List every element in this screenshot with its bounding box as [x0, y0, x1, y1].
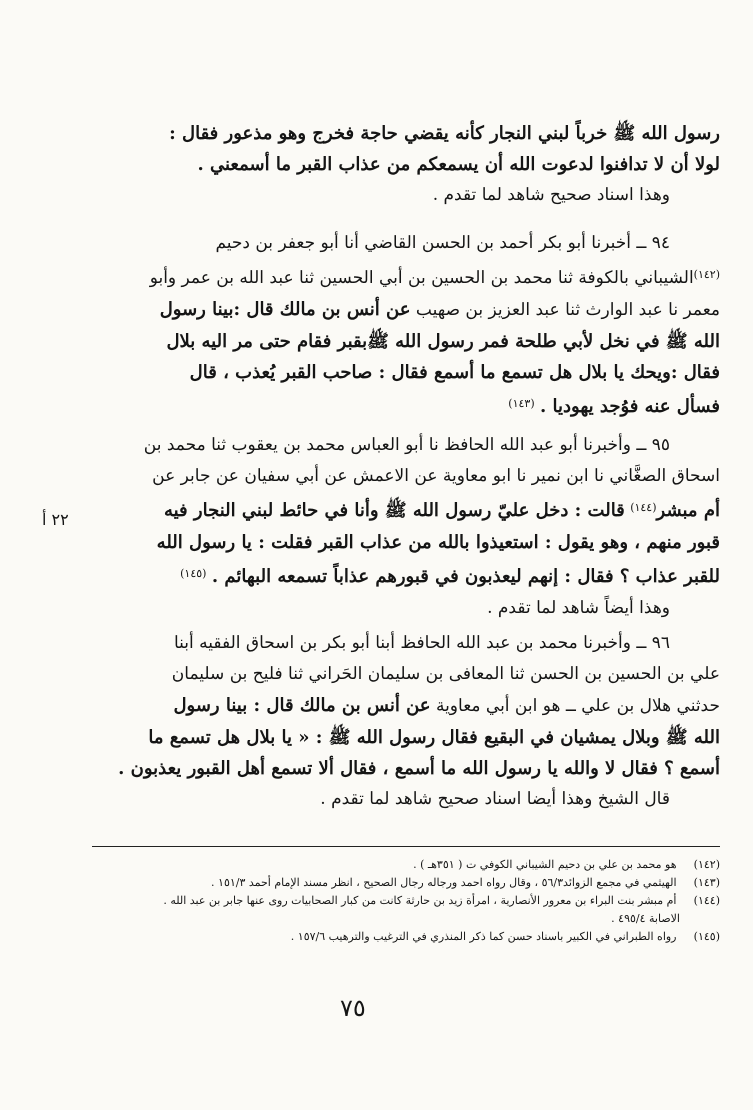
footnote-number: (١٤٢): [693, 858, 720, 871]
footnote-text: الهيثمي في مجمع الزوائد٥٦/٣ ، وقال رواه احمد ورجاله رجال الصحيح ، انظر مسند الإمام أحمد ١٥١/٣ .: [211, 876, 677, 889]
hadith-95-line-5: [92, 558, 720, 593]
hadith-95-line-3: [92, 492, 720, 527]
footnote-number: (١٤٤): [693, 894, 720, 907]
hadith-94-line-4: الله ﷺ في نخل لأبي طلحة فمر رسول الله ﷺبقبر فقام حتى مر اليه بلال: [166, 331, 720, 352]
hadith-number: ٩٥: [651, 435, 670, 455]
hadith-bold-text: قالت : دخل عليّ رسول الله ﷺ وأنا في حائط لبني النجار فيه: [163, 500, 625, 521]
footnotes: [92, 856, 720, 946]
page-number: ٧٥: [340, 994, 366, 1022]
footnote-ref[interactable]: (١٤٤): [630, 501, 657, 514]
footnote-divider: [92, 846, 720, 847]
hadith-number: ٩٤: [651, 233, 670, 253]
hadith-bold-text: للقبر عذاب ؟ فقال : إنهم ليعذبون في قبورهم عذاباً تسمعه البهائم .: [211, 566, 720, 587]
hadith-96-line-2: علي بن الحسين بن الحسن ثنا المعافى بن سليمان الحَراني ثنا فليح بن سليمان: [171, 664, 720, 684]
footnote-145: [92, 928, 720, 946]
footnote-text: أم مبشر بنت البراء بن معرور الأنصارية ، امرأة زيد بن حارثة كانت من كبار الصحابيات روى عنها جابر بن عبد الله .: [163, 894, 677, 907]
footnote-144: [92, 892, 720, 910]
hadith-96-comment: قال الشيخ وهذا أيضا اسناد صحيح شاهد لما تقدم .: [320, 789, 670, 809]
footnote-ref[interactable]: (١٤٥): [180, 567, 207, 580]
footnote-text: هو محمد بن علي بن دحيم الشيباني الكوفي ت ( ٣٥١هـ ) .: [413, 858, 677, 871]
hadith-96-line-4: الله ﷺ وبلال يمشيان في البقيع فقال رسول الله ﷺ : « يا بلال هل تسمع ما: [148, 727, 720, 748]
intro-comment: وهذا اسناد صحيح شاهد لما تقدم .: [432, 185, 670, 205]
hadith-94-line-6: [92, 388, 720, 423]
hadith-96: [92, 628, 720, 815]
hadith-bold-text: عن أنس بن مالك قال : بينا رسول: [173, 695, 431, 716]
hadith-bold-text: عن أنس بن مالك قال :بينا رسول: [159, 299, 411, 320]
hadith-text: الشيباني بالكوفة ثنا محمد بن الحسين بن أبي الحسين ثنا عبد الله بن عمر وأبو: [149, 268, 694, 288]
hadith-94: [92, 228, 720, 423]
intro-line-2: لولا أن لا تدافنوا لدعوت الله أن يسمعكم من عذاب القبر ما أسمعني .: [197, 154, 720, 175]
footnote-144-continuation: الاصابة ٤٩٥/٤ .: [611, 912, 680, 925]
hadith-94-line-2: [92, 259, 720, 294]
hadith-text: ــ وأخبرنا محمد بن عبد الله الحافظ أبنا أبو بكر بن اسحاق الفقيه أبنا: [173, 633, 647, 653]
hadith-94-line-3: [92, 294, 720, 326]
intro-paragraph: [92, 118, 720, 211]
footnote-ref[interactable]: (١٤٣): [508, 397, 535, 410]
hadith-text: معمر نا عبد الوارث ثنا عبد العزيز بن صهيب: [415, 300, 720, 320]
manuscript-folio-note: ٢٢ أ: [42, 510, 69, 529]
hadith-text: ــ وأخبرنا أبو عبد الله الحافظ نا أبو العباس محمد بن يعقوب ثنا محمد بن: [143, 435, 647, 455]
hadith-94-line-5: فقال :ويحك يا بلال هل تسمع ما أسمع فقال : صاحب القبر يُعذب ، قال: [189, 362, 720, 383]
hadith-95: [92, 430, 720, 624]
hadith-94-line-1: [92, 228, 720, 259]
intro-line-1: رسول الله ﷺ خرباً لبني النجار كأنه يقضي حاجة فخرج وهو مذعور فقال :: [169, 123, 720, 144]
hadith-95-line-2: اسحاق الصغَّاني نا ابن نمير نا ابو معاوية عن الاعمش عن أبي سفيان عن جابر عن: [152, 466, 720, 486]
hadith-bold-text: فسأل عنه فوُجد يهوديا .: [540, 396, 720, 417]
hadith-text: ــ أخبرنا أبو بكر أحمد بن الحسن القاضي أنا أبو جعفر بن دحيم: [215, 233, 647, 253]
hadith-95-line-1: [92, 430, 720, 461]
footnote-number: (١٤٣): [693, 876, 720, 889]
hadith-96-line-1: [92, 628, 720, 659]
hadith-95-comment: وهذا أيضاً شاهد لما تقدم .: [487, 598, 670, 618]
hadith-95-line-4: قبور منهم ، وهو يقول : استعيذوا بالله من عذاب القبر فقلت : يا رسول الله: [156, 532, 720, 553]
footnote-number: (١٤٥): [693, 930, 720, 943]
footnote-142: [92, 856, 720, 874]
footnote-143: [92, 874, 720, 892]
footnote-text: رواه الطبراني في الكبير باسناد حسن كما ذكر المنذري في الترغيب والترهيب ١٥٧/٦ .: [290, 930, 677, 943]
footnote-ref[interactable]: (١٤٢): [693, 268, 720, 281]
hadith-bold-text: أم مبشر: [656, 500, 720, 521]
hadith-96-line-5: أسمع ؟ فقال لا والله يا رسول الله ما أسمع ، فقال ألا تسمع أهل القبور يعذبون .: [118, 758, 720, 779]
hadith-number: ٩٦: [651, 633, 670, 653]
hadith-96-line-3: [92, 690, 720, 722]
hadith-text: حدثني هلال بن علي ــ هو ابن أبي معاوية: [435, 696, 720, 716]
